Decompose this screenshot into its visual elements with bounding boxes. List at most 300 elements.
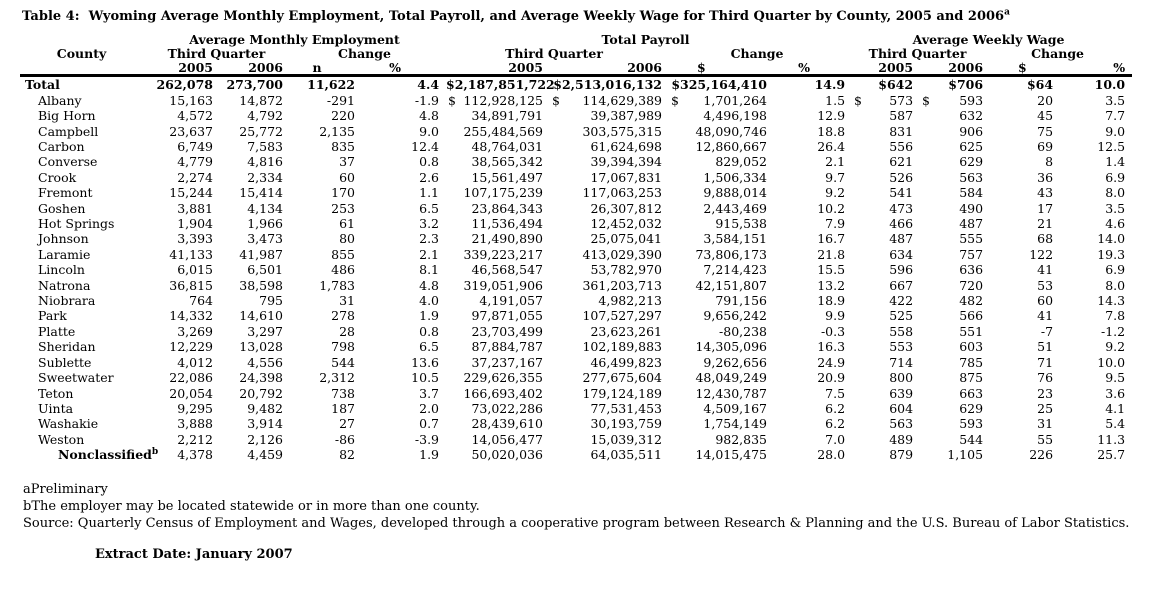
- value-cell: 2,212: [177, 431, 213, 447]
- value-cell: 50,020,036: [471, 447, 544, 463]
- subgroup-header-row: [20, 47, 1132, 61]
- table-header: [20, 33, 1132, 76]
- footnotes: [23, 481, 1155, 532]
- value-cell: 6.5: [419, 339, 440, 355]
- value-cell: 2.0: [419, 400, 440, 416]
- value-cell: $642: [878, 77, 914, 93]
- dollar-sign: $: [854, 92, 862, 108]
- value-cell: 4.0: [419, 293, 440, 309]
- value-cell: 34,891,791: [471, 108, 544, 124]
- value-cell: 4.4: [417, 77, 440, 93]
- value-cell: 16.7: [817, 231, 846, 247]
- source-note: Source: Quarterly Census of Employment and Wages, developed through a cooperative program between Research & Planning and the U.S. Bureau of Labor Statistics.: [23, 515, 1130, 531]
- value-cell: 1.9: [419, 447, 440, 463]
- value-cell: 278: [331, 308, 355, 324]
- value-cell: 27: [339, 416, 355, 432]
- group-header-wage: Average Weekly Wage: [912, 32, 1065, 47]
- value-cell: 14.9: [814, 77, 846, 93]
- value-cell: 170: [331, 185, 355, 201]
- value-cell: 17,067,831: [590, 169, 663, 185]
- value-cell: 71: [1037, 354, 1054, 370]
- value-cell: 42,151,807: [695, 277, 768, 293]
- payroll-2006-header: 2006: [550, 61, 669, 76]
- value-cell: 68: [1037, 231, 1054, 247]
- value-cell: 28.0: [817, 447, 846, 463]
- value-cell: 53,782,970: [590, 262, 663, 278]
- value-cell: 26.4: [817, 139, 846, 155]
- value-cell: 12,860,667: [695, 139, 768, 155]
- value-cell: 875: [959, 370, 984, 386]
- value-cell: 45: [1037, 108, 1054, 124]
- value-cell: 1,754,149: [703, 416, 768, 432]
- value-cell: 39,387,989: [590, 108, 663, 124]
- value-cell: 835: [331, 139, 355, 155]
- value-cell: 7,214,423: [703, 262, 768, 278]
- value-cell: 544: [959, 431, 984, 447]
- value-cell: 2,126: [247, 431, 283, 447]
- value-cell: 15,414: [239, 185, 283, 201]
- value-cell: 3.7: [419, 385, 440, 401]
- value-cell: 30,193,759: [590, 416, 663, 432]
- value-cell: 629: [959, 400, 984, 416]
- value-cell: 25: [1037, 400, 1054, 416]
- value-cell: [920, 93, 990, 108]
- value-cell: 738: [331, 385, 355, 401]
- value-cell: 277,675,604: [582, 370, 663, 386]
- value-cell: -86: [334, 431, 355, 447]
- wage-third-quarter-header: Third Quarter: [868, 45, 967, 61]
- value-cell: 9,295: [177, 400, 213, 416]
- value-cell: 489: [889, 431, 914, 447]
- value-cell: 7.5: [825, 385, 846, 401]
- table-row: [20, 308, 1132, 323]
- value-cell: 4,459: [247, 447, 283, 463]
- value-cell: 541: [889, 185, 914, 201]
- value-cell: 466: [889, 216, 914, 232]
- value-cell: 10.0: [1094, 77, 1126, 93]
- value-text: 593: [959, 92, 984, 108]
- value-cell: 24,398: [239, 370, 283, 386]
- value-cell: 1,904: [177, 216, 213, 232]
- table-row: [20, 124, 1132, 139]
- value-cell: 23,703,499: [471, 323, 544, 339]
- value-cell: 122: [1029, 246, 1054, 262]
- value-cell: 13,028: [239, 339, 283, 355]
- value-cell: 166,693,402: [463, 385, 544, 401]
- value-cell: 3,584,151: [703, 231, 768, 247]
- value-cell: 48,090,746: [695, 123, 768, 139]
- value-cell: 3,473: [247, 231, 283, 247]
- value-cell: 15,244: [169, 185, 213, 201]
- value-cell: 12,430,787: [695, 385, 768, 401]
- county-header: County: [56, 45, 107, 61]
- value-cell: -1.9: [414, 92, 440, 108]
- table-title-text: Table 4: Wyoming Average Monthly Employment, Total Payroll, and Average Weekly Wage for Third Quarter by County, 2005 and 2006: [22, 9, 1005, 24]
- value-cell: $64: [1026, 77, 1054, 93]
- value-cell: 107,527,297: [582, 308, 663, 324]
- value-cell: 21.8: [817, 246, 846, 262]
- value-cell: 800: [889, 370, 914, 386]
- county-cell: Nonclassified$^b$: [58, 446, 159, 463]
- column-header-row: [20, 61, 1132, 76]
- value-cell: 9,888,014: [703, 185, 768, 201]
- emp-2005-header: 2005: [150, 61, 220, 76]
- value-cell: 2.1: [419, 246, 440, 262]
- value-cell: 9.9: [825, 308, 846, 324]
- value-cell: 629: [959, 154, 984, 170]
- value-cell: 593: [959, 416, 984, 432]
- value-cell: 15,163: [169, 92, 213, 108]
- value-cell: 87,884,787: [471, 339, 544, 355]
- value-cell: 0.8: [419, 323, 440, 339]
- value-cell: 3.5: [1105, 200, 1126, 216]
- value-cell: 9,262,656: [703, 354, 768, 370]
- value-cell: 3,393: [177, 231, 213, 247]
- value-cell: 829,052: [715, 154, 768, 170]
- value-cell: 4.8: [419, 277, 440, 293]
- value-cell: 18.9: [817, 293, 846, 309]
- value-cell: 2,135: [319, 123, 355, 139]
- value-cell: 487: [889, 231, 914, 247]
- value-cell: 6,015: [177, 262, 213, 278]
- value-cell: 2,334: [247, 169, 283, 185]
- county-cell: Sublette: [38, 354, 92, 370]
- value-cell: 16.3: [817, 339, 846, 355]
- value-cell: 41,133: [169, 246, 213, 262]
- value-cell: 117,063,253: [582, 185, 663, 201]
- value-cell: 6.2: [825, 400, 846, 416]
- value-cell: 21: [1037, 216, 1054, 232]
- county-cell: Fremont: [38, 185, 93, 201]
- emp-third-quarter-header: Third Quarter: [167, 45, 266, 61]
- value-cell: 48,049,249: [695, 370, 768, 386]
- value-cell: 555: [959, 231, 984, 247]
- value-text: 1,701,264: [703, 92, 768, 108]
- value-cell: 11.3: [1097, 431, 1126, 447]
- value-cell: 38,598: [239, 277, 283, 293]
- value-cell: 7.9: [825, 216, 846, 232]
- table-row: [20, 339, 1132, 354]
- value-cell: 187: [331, 400, 355, 416]
- county-cell: Teton: [38, 385, 74, 401]
- value-cell: 80: [339, 231, 355, 247]
- value-cell: 253: [331, 200, 355, 216]
- value-cell: 4,012: [177, 354, 213, 370]
- value-cell: 4.6: [1105, 216, 1126, 232]
- table-row: [20, 247, 1132, 262]
- value-cell: 4,509,167: [703, 400, 768, 416]
- value-cell: 10.2: [817, 200, 846, 216]
- value-cell: 303,575,315: [582, 123, 663, 139]
- value-cell: 3,269: [177, 323, 213, 339]
- value-cell: 319,051,906: [463, 277, 544, 293]
- value-cell: 22,086: [169, 370, 213, 386]
- value-cell: 3,888: [177, 416, 213, 432]
- dollar-sign: $: [552, 92, 560, 108]
- value-cell: 9.7: [825, 169, 846, 185]
- value-cell: 6.2: [825, 416, 846, 432]
- value-cell: 4.8: [419, 108, 440, 124]
- value-cell: 255,484,569: [463, 123, 544, 139]
- value-cell: 23,637: [169, 123, 213, 139]
- value-cell: 4,191,057: [479, 293, 544, 309]
- county-cell: Washakie: [38, 416, 99, 432]
- value-cell: 9,656,242: [703, 308, 768, 324]
- value-cell: 4,779: [177, 154, 213, 170]
- value-cell: 9.0: [1105, 123, 1126, 139]
- value-cell: 785: [959, 354, 984, 370]
- wage-change-pct-header: %: [1060, 61, 1132, 76]
- value-cell: 764: [189, 293, 213, 309]
- county-cell: Natrona: [38, 277, 91, 293]
- value-cell: 10.5: [411, 370, 440, 386]
- value-cell: 12,229: [169, 339, 213, 355]
- value-cell: 757: [959, 246, 984, 262]
- value-cell: 60: [339, 169, 355, 185]
- value-cell: -7: [1040, 323, 1054, 339]
- county-cell: Laramie: [38, 246, 91, 262]
- value-cell: -291: [326, 92, 355, 108]
- value-cell: 6,501: [247, 262, 283, 278]
- value-cell: 3.6: [1105, 385, 1126, 401]
- value-cell: 38,565,342: [471, 154, 544, 170]
- value-cell: 46,568,547: [471, 262, 544, 278]
- table-row: [20, 93, 1132, 108]
- value-cell: 982,835: [715, 431, 768, 447]
- value-cell: 31: [339, 293, 355, 309]
- county-cell: Hot Springs: [38, 216, 115, 232]
- value-cell: 11,622: [307, 77, 355, 93]
- payroll-change-dollar-header: $: [669, 61, 774, 76]
- value-cell: 19.3: [1097, 246, 1126, 262]
- value-cell: 76: [1037, 370, 1054, 386]
- value-cell: 3,881: [177, 200, 213, 216]
- value-cell: 15.5: [817, 262, 846, 278]
- county-cell: Lincoln: [38, 262, 85, 278]
- county-cell: Carbon: [38, 139, 85, 155]
- value-cell: 486: [331, 262, 355, 278]
- value-cell: 60: [1037, 293, 1054, 309]
- county-cell: Crook: [38, 169, 77, 185]
- value-cell: 791,156: [715, 293, 768, 309]
- value-cell: $325,164,410: [671, 77, 768, 93]
- dollar-sign: $: [671, 92, 679, 108]
- value-cell: 603: [959, 339, 984, 355]
- wage-2006-header: 2006: [920, 61, 990, 76]
- value-cell: [852, 93, 920, 108]
- value-cell: 39,394,394: [590, 154, 663, 170]
- value-cell: 0.7: [419, 416, 440, 432]
- value-cell: 1,783: [319, 277, 355, 293]
- value-cell: 4,556: [247, 354, 283, 370]
- value-cell: 422: [889, 293, 914, 309]
- value-cell: 487: [959, 216, 984, 232]
- value-cell: 3.5: [1105, 92, 1126, 108]
- value-cell: 75: [1037, 123, 1054, 139]
- extract-date: Extract Date: January 2007: [95, 546, 293, 562]
- value-cell: 1.4: [1105, 154, 1126, 170]
- value-cell: 3,914: [247, 416, 283, 432]
- county-cell: Uinta: [38, 400, 74, 416]
- value-cell: 31: [1037, 416, 1054, 432]
- value-cell: 41,987: [239, 246, 283, 262]
- table-row: [20, 432, 1132, 447]
- county-cell: Johnson: [38, 231, 89, 247]
- value-cell: 490: [959, 200, 984, 216]
- value-cell: 8.1: [419, 262, 440, 278]
- value-cell: 73,806,173: [695, 246, 768, 262]
- value-cell: 36: [1037, 169, 1054, 185]
- value-cell: 553: [889, 339, 914, 355]
- value-cell: 1.9: [419, 308, 440, 324]
- payroll-change-header: Change: [730, 45, 784, 61]
- value-cell: 61: [339, 216, 355, 232]
- county-cell: Goshen: [38, 200, 86, 216]
- value-cell: 4.1: [1105, 400, 1126, 416]
- value-cell: 1.5: [825, 92, 846, 108]
- value-cell: 855: [331, 246, 355, 262]
- value-cell: 53: [1037, 277, 1054, 293]
- value-cell: 18.8: [817, 123, 846, 139]
- value-cell: 9.2: [825, 185, 846, 201]
- value-cell: 37,237,167: [471, 354, 544, 370]
- county-cell: Sweetwater: [38, 370, 114, 386]
- value-cell: 24.9: [817, 354, 846, 370]
- empty-header-cell: [20, 33, 150, 47]
- value-cell: 26,307,812: [590, 200, 663, 216]
- value-cell: 46,499,823: [590, 354, 663, 370]
- value-cell: 7.7: [1105, 108, 1126, 124]
- value-cell: $2,187,851,722: [446, 77, 555, 93]
- value-cell: 102,189,883: [582, 339, 663, 355]
- value-cell: 639: [889, 385, 914, 401]
- value-cell: 229,626,355: [463, 370, 544, 386]
- value-cell: -3.9: [414, 431, 440, 447]
- value-cell: 4,572: [177, 108, 213, 124]
- value-cell: 25.7: [1097, 447, 1126, 463]
- value-cell: 14,015,475: [695, 447, 768, 463]
- value-cell: 720: [959, 277, 984, 293]
- emp-change-header: Change: [338, 45, 391, 61]
- value-cell: 14,056,477: [471, 431, 544, 447]
- table-row: [20, 154, 1132, 169]
- value-cell: 795: [259, 293, 283, 309]
- value-cell: 28: [339, 323, 355, 339]
- value-cell: 8.0: [1105, 185, 1126, 201]
- value-cell: 41: [1037, 308, 1054, 324]
- value-cell: 226: [1029, 447, 1054, 463]
- value-cell: 64,035,511: [590, 447, 663, 463]
- value-cell: 69: [1037, 139, 1054, 155]
- table-row: [20, 447, 1132, 462]
- value-cell: 20: [1037, 92, 1054, 108]
- emp-change-pct-header: %: [362, 61, 446, 76]
- value-cell: $2,513,016,132: [553, 77, 663, 93]
- county-cell: Albany: [38, 92, 82, 108]
- value-cell: 558: [889, 323, 914, 339]
- value-cell: 4,496,198: [703, 108, 768, 124]
- value-cell: 179,124,189: [582, 385, 663, 401]
- dollar-sign: $: [448, 92, 456, 108]
- value-cell: 23: [1037, 385, 1054, 401]
- emp-2006-header: 2006: [220, 61, 290, 76]
- county-cell: Niobrara: [38, 293, 96, 309]
- value-cell: 563: [959, 169, 984, 185]
- value-cell: 4,134: [247, 200, 283, 216]
- value-cell: 4,792: [247, 108, 283, 124]
- value-cell: 587: [889, 108, 914, 124]
- empty-header-cell: [20, 61, 150, 76]
- table-row: [20, 216, 1132, 231]
- value-cell: 12,452,032: [590, 216, 663, 232]
- value-cell: -0.3: [820, 323, 846, 339]
- value-cell: 798: [331, 339, 355, 355]
- value-cell: 482: [959, 293, 984, 309]
- value-cell: 2,274: [177, 169, 213, 185]
- value-cell: 12.4: [411, 139, 440, 155]
- value-cell: 6.5: [419, 200, 440, 216]
- value-cell: 473: [889, 200, 914, 216]
- value-cell: 667: [889, 277, 914, 293]
- table-row: [20, 278, 1132, 293]
- value-cell: 1,105: [947, 447, 984, 463]
- value-cell: 15,039,312: [590, 431, 663, 447]
- value-cell: 551: [959, 323, 984, 339]
- value-cell: 2,443,469: [703, 200, 768, 216]
- group-header-payroll: Total Payroll: [601, 32, 690, 47]
- value-cell: 8.0: [1105, 277, 1126, 293]
- value-cell: 0.8: [419, 154, 440, 170]
- value-cell: 37: [339, 154, 355, 170]
- county-cell: Total: [25, 77, 60, 93]
- value-cell: 262,078: [156, 77, 213, 93]
- table-row: [20, 324, 1132, 339]
- value-cell: 4,816: [247, 154, 283, 170]
- value-cell: -80,238: [719, 323, 768, 339]
- county-cell: Platte: [38, 323, 76, 339]
- county-cell: Converse: [38, 154, 98, 170]
- value-cell: 879: [889, 447, 914, 463]
- value-cell: 14.3: [1097, 293, 1126, 309]
- value-cell: 6.9: [1105, 262, 1126, 278]
- value-cell: 51: [1037, 339, 1054, 355]
- table-row: [20, 293, 1132, 308]
- payroll-2005-header: 2005: [446, 61, 550, 76]
- value-cell: 4,378: [177, 447, 213, 463]
- value-cell: 632: [959, 108, 984, 124]
- table-row: [20, 201, 1132, 216]
- county-cell: Big Horn: [38, 108, 96, 124]
- value-cell: 2.1: [825, 154, 846, 170]
- table-row: [20, 185, 1132, 200]
- county-cell: Sheridan: [38, 339, 96, 355]
- value-cell: 220: [331, 108, 355, 124]
- value-cell: 17: [1037, 200, 1054, 216]
- value-cell: 25,075,041: [590, 231, 663, 247]
- value-text: 112,928,125: [463, 92, 544, 108]
- county-cell: Weston: [38, 431, 85, 447]
- value-cell: 915,538: [715, 216, 768, 232]
- value-cell: 663: [959, 385, 984, 401]
- table-row: [20, 231, 1132, 246]
- value-cell: 13.2: [817, 277, 846, 293]
- value-cell: 25,772: [239, 123, 283, 139]
- value-cell: 6.9: [1105, 169, 1126, 185]
- value-cell: 97,871,055: [471, 308, 544, 324]
- value-cell: 604: [889, 400, 914, 416]
- wage-change-header: Change: [1031, 45, 1085, 61]
- county-superscript: b: [151, 446, 159, 457]
